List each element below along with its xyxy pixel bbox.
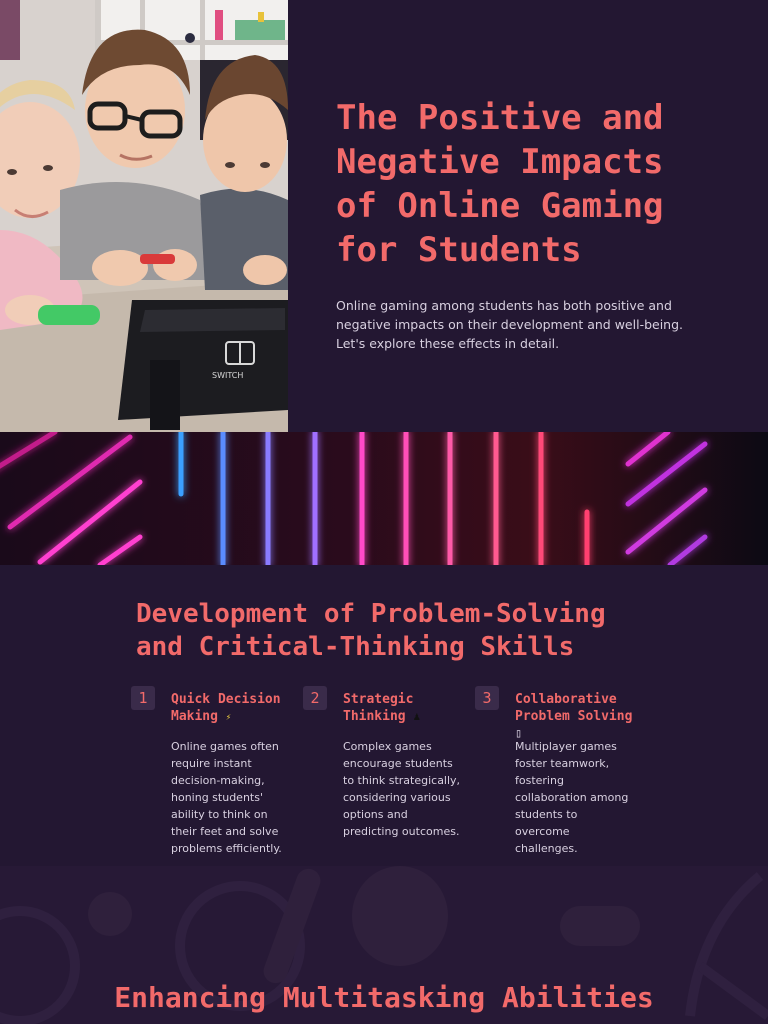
skill-number-badge: 2	[303, 686, 327, 710]
skill-title-text: Quick Decision Making	[171, 692, 281, 724]
skill-title	[171, 691, 291, 727]
skill-title-text: Strategic Thinking	[343, 692, 414, 724]
kids-gaming-illustration	[0, 0, 288, 432]
skill-description: Multiplayer games foster teamwork, fostering collaboration among students to overcome challenges.	[515, 740, 629, 855]
handshake-icon: ▯	[515, 726, 523, 740]
skill-description: Online games often require instant decision-making, honing students' ability to think on their feet and solve problems efficiently.	[171, 740, 282, 855]
skill-title	[515, 691, 635, 742]
skill-description: Complex games encourage students to think strategically, considering various options and predicting outcomes.	[343, 740, 461, 838]
neon-lights-banner	[0, 432, 768, 565]
multitasking-section-title: Enhancing Multitasking Abilities	[114, 981, 654, 1014]
skill-number-badge: 3	[475, 686, 499, 710]
skill-title-text: Collaborative Problem Solving	[515, 692, 633, 724]
console-brand-text: SWITCH	[212, 371, 244, 380]
lightning-icon: ⚡	[225, 713, 232, 723]
skills-list	[131, 686, 651, 866]
page-title: The Positive and Negative Impacts of Online Gaming for Students	[336, 98, 664, 270]
hero-photo	[0, 0, 288, 432]
neon-lights-illustration	[0, 432, 768, 565]
skills-section-title: Development of Problem-Solving and Critical-Thinking Skills	[136, 599, 606, 662]
skill-title	[343, 691, 463, 725]
chess-pawn-icon: ♟	[413, 710, 421, 723]
hero-text-block	[336, 96, 716, 353]
hero-intro-paragraph: Online gaming among students has both positive and negative impacts on their development and well-being. Let's explore these effects in detail.	[336, 298, 684, 351]
skill-number-badge: 1	[131, 686, 155, 710]
